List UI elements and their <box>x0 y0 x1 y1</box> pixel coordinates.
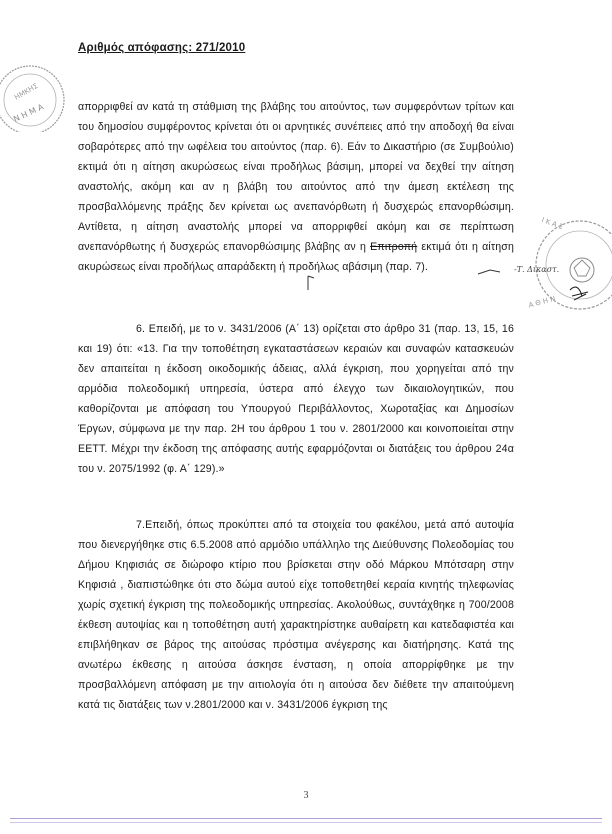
left-seal-stamp <box>0 62 75 132</box>
svg-text:ΗΜΚΗΣ: ΗΜΚΗΣ <box>13 82 40 102</box>
footer-divider <box>10 818 602 819</box>
svg-text:Ν Η Μ Α: Ν Η Μ Α <box>12 102 45 124</box>
insertion-caret-mark <box>302 274 318 294</box>
decision-number-header: Αριθμός απόφασης: 271/2010 <box>78 42 246 54</box>
paragraph-6-text: 6. Επειδή, με το ν. 3431/2006 (Α΄ 13) ορίζεται στο άρθρο 31 (παρ. 13, 15, 16 και 19) ότι: «13. Για την τοποθέτηση εγκαταστάσεων κεραιών και συναφών κατασκευών δεν απαιτείται η έκδοση οικοδομικής άδειας, αλλά έγκριση, που χορηγείται από την αρμόδια πολεοδομική υπηρεσία, ύστερα από έλεγχο των δικαιολογητικών, που καθορίζονται με απόφαση του Υπουργού Περιβάλλοντος, Χωροταξίας και Δημοσίων Έργων, σύμφωνα με την παρ. 2Η του άρθρου 1 του ν. 2801/2000 και κοινοποιείται στην ΕΕΤΤ. Μέχρι την έκδοση της απόφασης αυτής εφαρμόζονται οι διατάξεις του άρθρου 24α του ν. 2075/1992 (φ. Α΄ 129).» <box>78 323 514 475</box>
paragraph-1-text-b: επανορθώσιμης βλάβης αν η <box>223 241 367 253</box>
footer-divider-secondary <box>10 822 602 823</box>
paragraph-1-text-c: εκτιμά ότι η αίτηση ακυρώσεως είναι προδήλως απαράδεκτη ή προδήλως αβάσιμη (παρ. 7). <box>78 241 515 273</box>
paragraph-6 <box>78 319 514 479</box>
paragraph-7 <box>78 515 514 715</box>
svg-text:Α Θ Η Ν: Α Θ Η Ν <box>527 294 557 310</box>
paragraph-7-text: 7.Επειδή, όπως προκύπτει από τα στοιχεία του φακέλου, μετά από αυτοψία που διενεργήθηκε στις 6.5.2008 από αρμόδιο υπάλληλο της Διεύθυνσης Πολεοδομίας του Δήμου Κηφισιάς σε διώροφο κτίριο που βρίσκεται στην οδό Μάρκου Μπότσαρη στην Κηφισιά , διαπιστώθηκε ότι στο δώμα αυτού είχε τοποθετηθεί κεραία κινητής τηλεφωνίας χωρίς σχετική έγκριση της πολεοδομικής υπηρεσίας. Ακολούθως, συντάχθηκε η 700/2008 έκθεση αυτοψίας και η τοποθέτηση αυτή χαρακτηρίστηκε αυθαίρετη και κατεδαφιστέα και επιβλήθηκαν σε βάρος της αιτούσας πρόστιμα ανέγερσης και διατήρησης. Κατά της ανωτέρω έκθεσης η αιτούσα άσκησε ένσταση, η οποία απορρίφθηκε με την προσβαλλόμενη απόφαση με την αιτιολογία ότι η αιτούσα δεν διέθετε την απαιτούμενη κατά τις διατάξεις των ν.2801/2000 και ν. 3431/2006 έγκριση της <box>78 519 514 711</box>
svg-text:-Τ. Δικαστ.: -Τ. Δικαστ. <box>514 265 560 274</box>
page-number: 3 <box>303 790 309 801</box>
struck-word: Επιτροπή <box>370 241 418 253</box>
svg-text:Ι Κ Α Σ: Ι Κ Α Σ <box>540 215 565 232</box>
paragraph-1-text: απορριφθεί αν κατά τη στάθμιση της βλάβης του αιτούντος, των συμφερόντων τρίτων και του δημοσίου συμφέροντος κρίνεται ότι οι αρνητικές συνέπειες από την αποδοχή θα είναι σοβαρότερες από την ωφέλεια του αιτούντος (παρ. 6). Εάν το Δικαστήριο (σε Συμβούλιο) εκτιμά ότι η αίτηση ακυρώσεως είναι προδήλως βάσιμη, μπορεί να δεχθεί την αίτηση αναστολής, ακόμη και αν η βλάβη του αιτούντος από την άμεση εκτέλεση της προσβαλλόμενης πράξης δεν κρίνεται ως ανεπανόρθωτη ή δυσχερώς επανορθώσιμη. Αντίθετα, η αίτηση αναστολής μπορεί να απορριφθεί ακόμη και σε περίπτωση ανεπανόρθωτης ή δυσχερώς <box>78 101 514 253</box>
paragraph-continuation <box>78 97 514 277</box>
